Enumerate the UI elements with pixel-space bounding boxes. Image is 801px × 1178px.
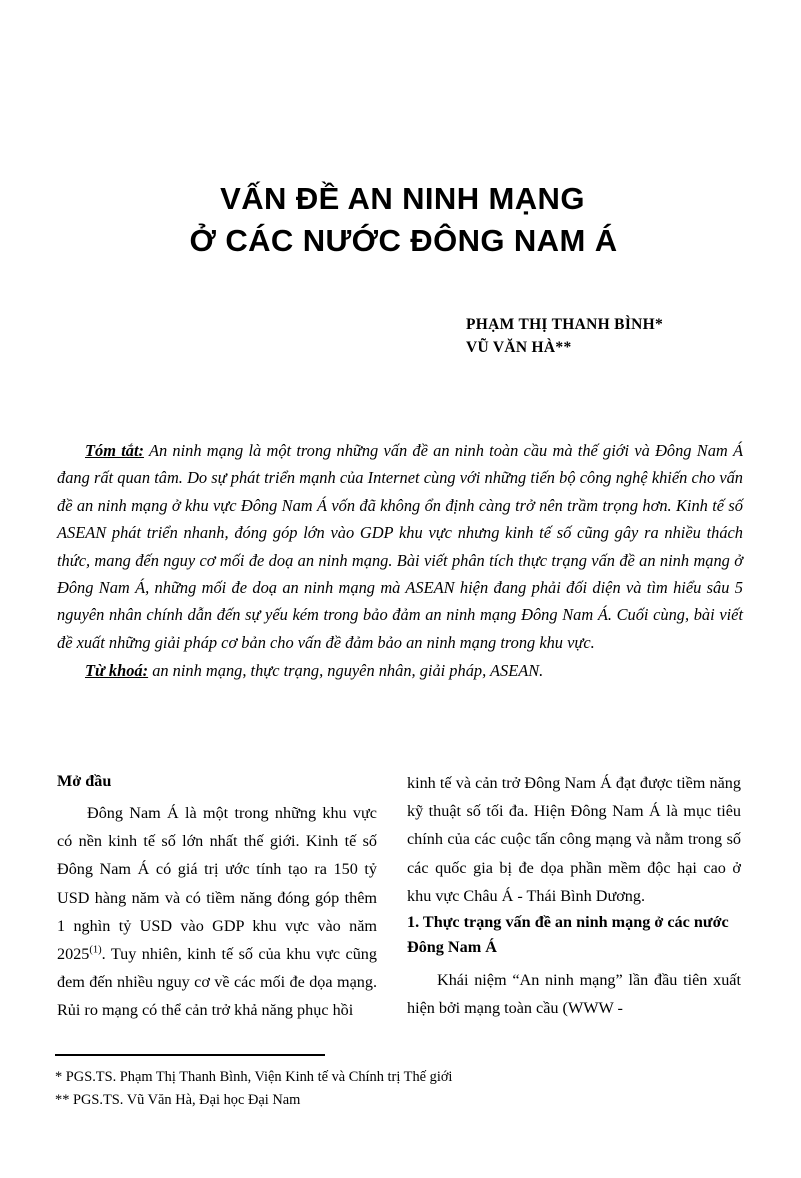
footnote-reference-1: (1) <box>89 944 102 956</box>
abstract-section <box>57 437 743 685</box>
keywords-text: an ninh mạng, thực trạng, nguyên nhân, giải pháp, ASEAN. <box>148 661 544 681</box>
keywords-paragraph <box>57 657 743 684</box>
author-name-secondary: VŨ VĂN HÀ** <box>466 339 572 356</box>
right-paragraph-2: Khái niệm “An ninh mạng” lần đầu tiên xuất hiện bởi mạng toàn cầu (WWW - <box>407 971 741 1018</box>
footnote-separator-rule <box>55 1054 325 1056</box>
left-paragraph-1-text-a: Đông Nam Á là một trong những khu vực có nền kinh tế số lớn nhất thế giới. Kinh tế số Đông Nam Á có giá trị ước tính tạo ra 150 tỷ USD hàng năm và có tiềm năng đóng góp thêm 1 nghìn tỷ USD vào GDP khu vực vào năm 2025 <box>57 804 377 964</box>
author-name-primary: PHẠM THỊ THANH BÌNH* <box>466 316 664 333</box>
section-heading-1: 1. Thực trạng vấn đề an ninh mạng ở các nước Đông Nam Á <box>407 913 729 957</box>
abstract-paragraph <box>57 437 743 656</box>
left-paragraph-1-text-b: . Tuy nhiên, kinh tế số của khu vực cũng đem đến nhiều nguy cơ về các mối đe dọa mạng. Rủi ro mạng có thể cản trở khả năng phục hồi <box>57 945 377 1020</box>
left-paragraph-1 <box>57 799 377 1025</box>
body-column-left <box>57 769 377 1025</box>
footnote-1: * PGS.TS. Phạm Thị Thanh Bình, Viện Kinh tế và Chính trị Thế giới <box>55 1069 453 1085</box>
author-block <box>466 313 786 359</box>
footnote-2: ** PGS.TS. Vũ Văn Hà, Đại học Đại Nam <box>55 1091 301 1108</box>
footnote-section <box>55 1066 745 1111</box>
title-line-2: Ở CÁC NƯỚC ĐÔNG NAM Á <box>189 223 618 258</box>
title-line-1: VẤN ĐỀ AN NINH MẠNG <box>220 181 585 216</box>
abstract-text: An ninh mạng là một trong những vấn đề an ninh toàn cầu mà thế giới và Đông Nam Á đang rất quan tâm. Do sự phát triển mạnh của Internet cùng với những tiến bộ công nghệ khiến cho vấn đề an ninh mạng ở khu vực Đông Nam Á vốn đã không ổn định càng trở nên trầm trọng hơn. Kinh tế số ASEAN phát triển nhanh, đóng góp lớn vào GDP khu vực nhưng kinh tế số cũng gây ra nhiều thách thức, mang đến nguy cơ mối đe doạ an ninh mạng. Bài viết phân tích thực trạng vấn đề an ninh mạng ở Đông Nam Á, những mối đe doạ an ninh mạng mà ASEAN hiện đang phải đối diện và tìm hiểu sâu 5 nguyên nhân chính dẫn đến sự yếu kém trong bảo đảm an ninh mạng Đông Nam Á. Cuối cùng, bài viết đề xuất những giải pháp cơ bản cho vấn đề đảm bảo an ninh mạng trong khu vực. <box>57 441 743 652</box>
section-heading-intro: Mở đầu <box>57 772 112 790</box>
body-column-right <box>407 769 741 1022</box>
abstract-label: Tóm tắt: <box>85 441 144 460</box>
keywords-label: Từ khoá: <box>85 661 149 681</box>
right-paragraph-continued: kinh tế và cản trở Đông Nam Á đạt được tiềm năng kỹ thuật số tối đa. Hiện Đông Nam Á là mục tiêu chính của các cuộc tấn công mạng và nằm trong số các quốc gia bị đe dọa phần mềm độc hại cao ở khu vực Châu Á - Thái Bình Dương. <box>407 774 741 905</box>
page-title <box>0 178 801 262</box>
